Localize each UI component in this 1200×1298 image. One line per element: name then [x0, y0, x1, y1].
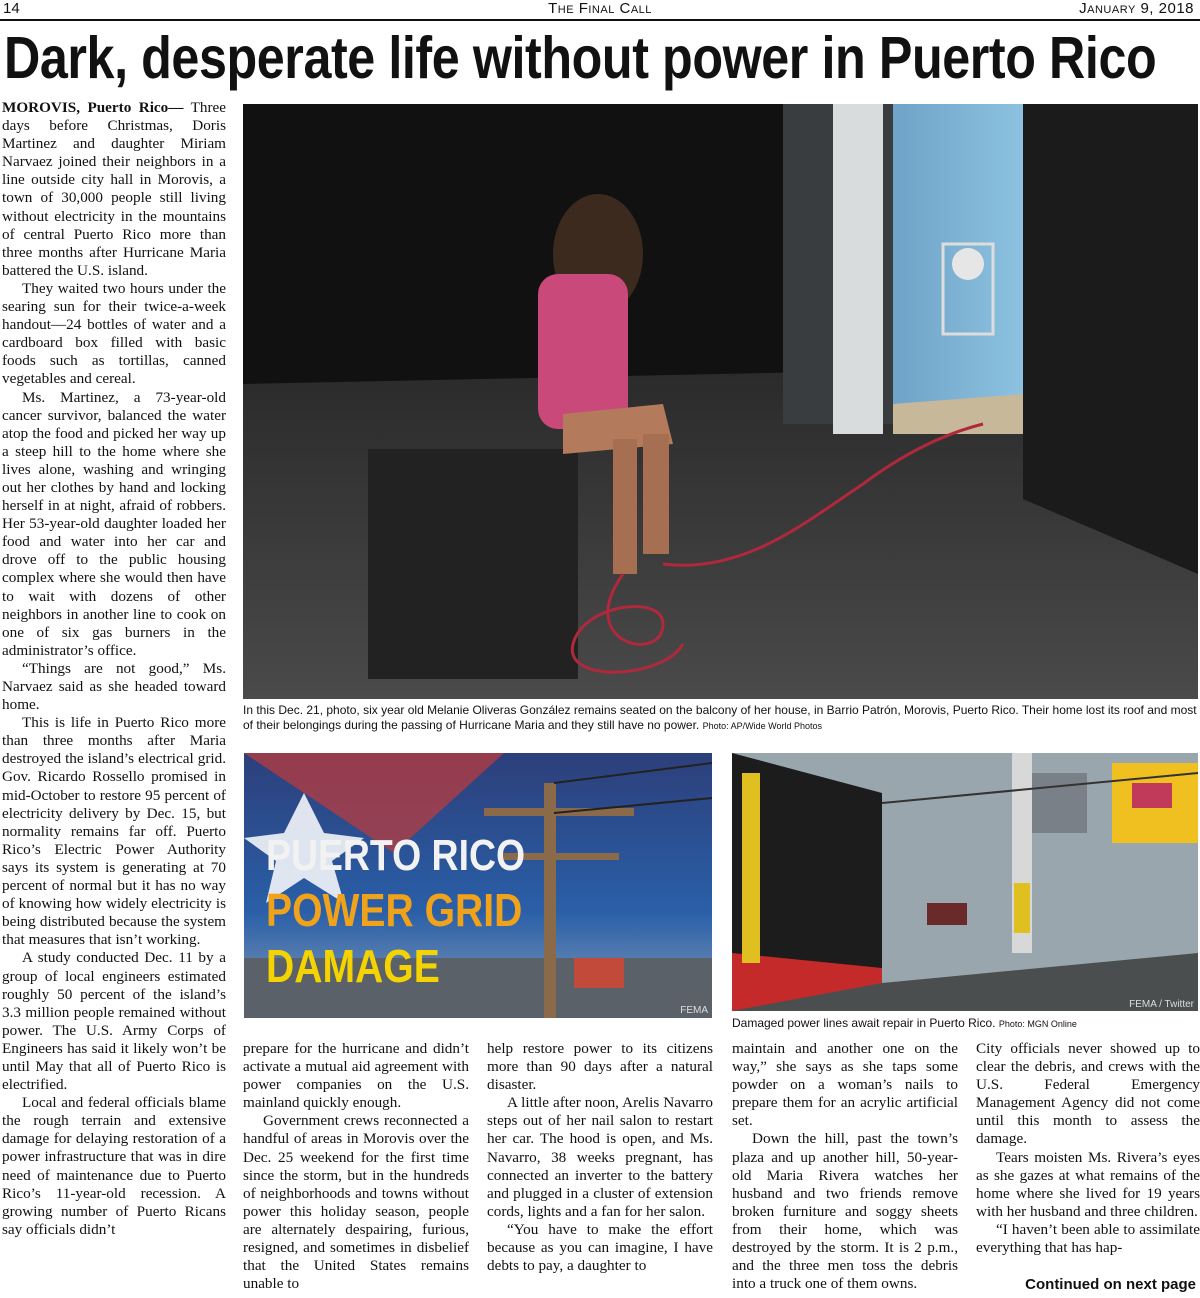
paragraph: “You have to make the effort because as you can imagine, I have debts to pay, a daughter to	[487, 1220, 713, 1275]
issue-date: January 9, 2018	[1079, 0, 1194, 17]
article-column-4	[732, 1040, 958, 1292]
power-lines-illustration	[732, 753, 1198, 1011]
article-column-5	[976, 1040, 1200, 1276]
paragraph: City officials never showed up to clear the debris, and crews with the U.S. Federal Emergency Management Agency did not come until this month to assess the damage.	[976, 1040, 1200, 1148]
top-rule	[0, 19, 1200, 21]
paragraph: A study conducted Dec. 11 by a group of local engineers estimated roughly 50 percent of the island’s 3.3 million people remained without power. The U.S. Army Corps of Engineers has said it likely won’t be until May that all of Puerto Rico is electrified.	[2, 949, 226, 1094]
article-column-1	[2, 99, 226, 1297]
article-column-3	[487, 1040, 713, 1292]
power-lines-caption	[732, 1016, 1198, 1032]
continued-on-next-page: Continued on next page	[1025, 1276, 1196, 1293]
paragraph: Local and federal officials blame the rough terrain and extensive damage for delaying restoration of a power infrastructure that was in dire need of maintenance due to Puerto Rico’s 11-year-old recession. A growing number of Puerto Ricans say officials didn’t	[2, 1094, 226, 1238]
damaged-power-lines-photo	[732, 753, 1198, 1011]
paragraph: “I haven’t been able to assimilate everything that has hap-	[976, 1220, 1200, 1257]
graphic-title-line: DAMAGE	[266, 940, 440, 992]
lead-paragraph	[2, 99, 226, 280]
paragraph: maintain and another one on the way,” she says as she taps some powder on a woman’s nails to prepare them for an acrylic artificial set.	[732, 1040, 958, 1130]
paragraph: prepare for the hurricane and didn’t activate a mutual aid agreement with power companies on the U.S. mainland quickly enough.	[243, 1040, 469, 1112]
newspaper-name: The Final Call	[548, 0, 652, 17]
watermark: FEMA	[680, 1005, 708, 1016]
power-grid-damage-graphic	[244, 753, 712, 1018]
balcony-girl-illustration	[243, 104, 1198, 699]
photo-credit: Photo: MGN Online	[998, 1019, 1077, 1029]
paragraph: This is life in Puerto Rico more than three months after Maria destroyed the island’s electrical grid. Gov. Ricardo Rossello promised in mid-October to restore 95 percent of electricity delivery by Dec. 15, but normality remains far off. Puerto Rico’s Electric Power Authority says its system is generating at 70 percent of normal but it has no way of knowing how widely electricity is being distributed because the system that measures that isn’t working.	[2, 714, 226, 949]
paragraph: Down the hill, past the town’s plaza and up another hill, 50-year-old Maria Rivera watches her husband and two friends remove broken furniture and soggy sheets from their home, which was destroyed by the storm. It is 2 p.m., and the three men toss the debris into a truck one of them owns.	[732, 1130, 958, 1292]
graphic-title-line: PUERTO RICO	[266, 831, 526, 880]
paragraph: They waited two hours under the searing sun for their twice-a-week handout—24 bottles of water and a cardboard box filled with basic foods such as tortillas, canned vegetables and cereal.	[2, 279, 226, 388]
graphic-title-line: POWER GRID	[266, 884, 523, 936]
photo-credit: Photo: AP/Wide World Photos	[702, 721, 823, 731]
watermark: FEMA / Twitter	[1129, 999, 1194, 1010]
paragraph: Government crews reconnected a handful of areas in Morovis over the Dec. 25 weekend for the first time since the storm, but in the hundreds of neighborhoods and towns without power this holiday season, people are alternately despairing, furious, resigned, and sometimes in disbelief that the United States remains unable to	[243, 1112, 469, 1292]
paragraph: Ms. Martinez, a 73-year-old cancer survivor, balanced the water atop the food and picked her way up a steep hill to the home where she lives alone, washing and wringing out her clothes by hand and locking herself in at night, afraid of robbers. Her 53-year-old daughter loaded her food and water into her car and drove off to the public housing complex where she would then have to wait with dozens of other neighbors in another line to cook on one of six gas burners in the administrator’s office.	[2, 388, 226, 659]
paragraph-text: Three days before Christmas, Doris Martinez and daughter Miriam Narvaez joined their neighbors in a line outside city hall in Morovis, a town of 30,000 people still living without electricity in the mountains of central Puerto Rico more than three months after Hurricane Maria battered the U.S. island.	[2, 99, 226, 279]
main-photo-caption	[243, 703, 1198, 734]
dateline: MOROVIS, Puerto Rico—	[2, 99, 184, 116]
caption-text: In this Dec. 21, photo, six year old Melanie Oliveras González remains seated on the balcony of her house, in Barrio Patrón, Morovis, Puerto Rico. Their home lost its roof and most of their belongings during the passing of Hurricane Maria and they still have no power.	[243, 703, 1197, 732]
paragraph: “Things are not good,” Ms. Narvaez said as she headed toward home.	[2, 659, 226, 714]
caption-text: Damaged power lines await repair in Puerto Rico.	[732, 1016, 996, 1030]
page-number: 14	[3, 0, 20, 17]
paragraph: Tears moisten Ms. Rivera’s eyes as she gazes at what remains of the home where she lived for 19 years with her husband and three children.	[976, 1148, 1200, 1220]
paragraph: help restore power to its citizens more than 90 days after a natural disaster.	[487, 1040, 713, 1094]
balcony-girl-photo	[243, 104, 1198, 699]
article-column-2	[243, 1040, 469, 1292]
paragraph: A little after noon, Arelis Navarro steps out of her nail salon to restart her car. The hood is open, and Ms. Navarro, 38 weeks pregnant, has connected an inverter to the battery and plugged in a cluster of extension cords, lights and a fan for her salon.	[487, 1094, 713, 1220]
headline: Dark, desperate life without power in Puerto Rico	[4, 25, 1157, 91]
